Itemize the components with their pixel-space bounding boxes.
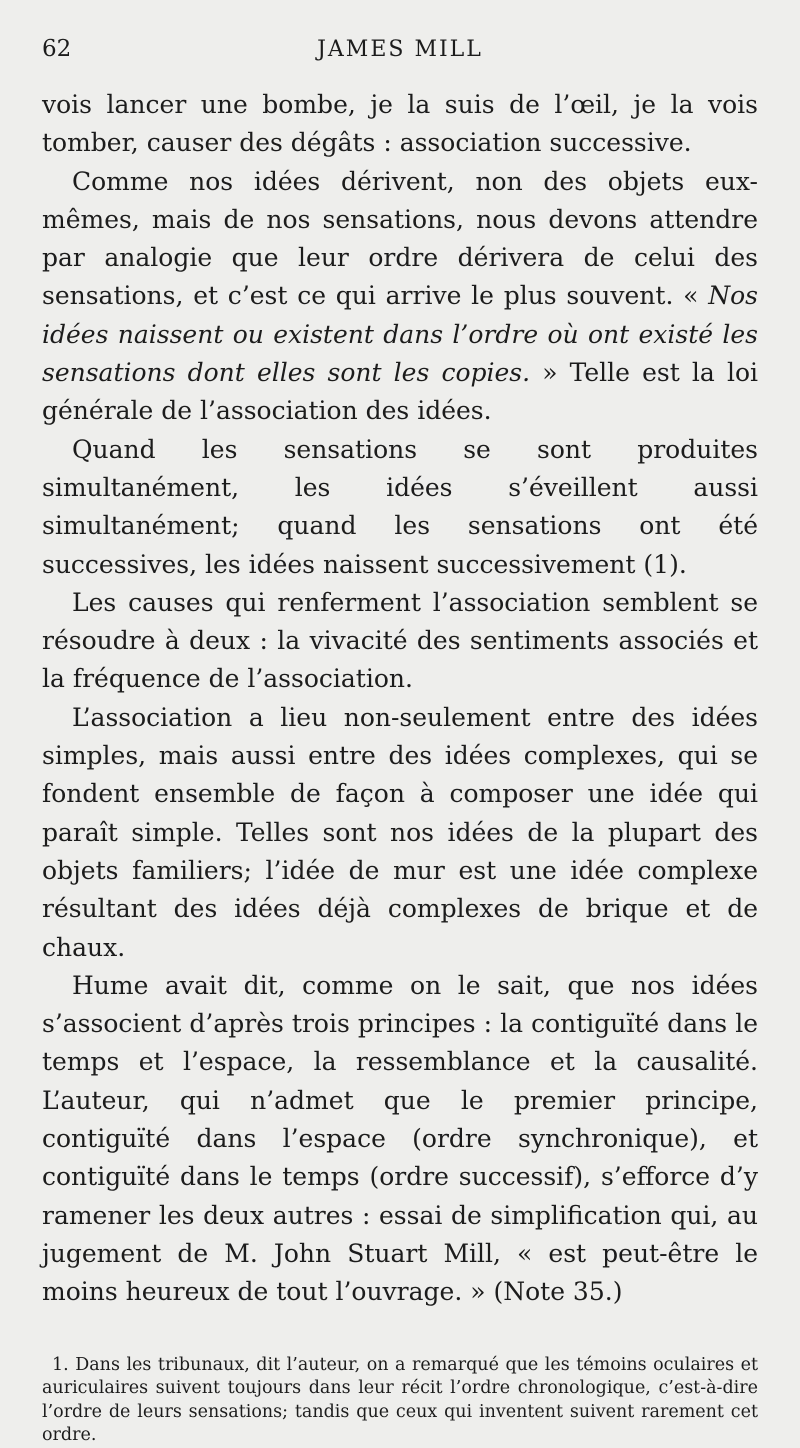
paragraph-1: vois lancer une bombe, je la suis de l’œil, je la vois tomber, causer des dégâts : association successive. [42,90,758,158]
paragraph-3: Quand les sensations se sont produites simultanément, les idées s’éveillent aussi simultanément; quand les sensations ont été successives, les idées naissent successivement (1). [42,434,758,579]
paragraph-2 [42,163,758,431]
footnotes [42,1354,758,1448]
paragraph-2-quote: Nos idées naissent ou existent dans l’ordre où ont existé les sensations dont elles sont les copies. [42,281,758,388]
page-number: 62 [42,36,72,62]
paragraph-5: L’association a lieu non-seulement entre des idées simples, mais aussi entre des idées complexes, qui se fondent ensemble de façon à composer une idée qui paraît simple. Telles sont nos idées de la plupart des objets familiers; l’idée de mur est une idée complexe résultant des idées déjà complexes de brique et de chaux. [42,702,758,962]
running-head: JAMES MILL [317,37,483,62]
paragraph-4: Les causes qui renferment l’association semblent se résoudre à deux : la vivacité des sentiments associés et la fréquence de l’association. [42,587,758,694]
paragraph-6: Hume avait dit, comme on le sait, que nos idées s’associent d’après trois principes : la contiguïté dans le temps et l’espace, la ressemblance et la causalité. L’auteur, qui n’admet que le premier principe, contiguïté dans l’espace (ordre synchronique), et contiguïté dans le temps (ordre successif), s’efforce d’y ramener les deux autres : essai de simplification qui, au jugement de M. John Stuart Mill, « est peut-être le moins heureux de tout l’ouvrage. » (Note 35.) [42,970,758,1307]
body-text [42,86,758,1312]
footnote-1: 1. Dans les tribunaux, dit l’auteur, on a remarqué que les témoins oculaires et auriculaires suivent toujours dans leur récit l’ordre chronologique, c’est-à-dire l’ordre de leurs sensations; tandis que ceux qui inventent suivent rarement cet ordre. [42,1354,758,1445]
page-header [42,36,758,86]
paragraph-2-before: Comme nos idées dérivent, non des objets eux-mêmes, mais de nos sensations, nous devons attendre par analogie que leur ordre dérivera de celui des sensations, et c’est ce qui arrive le plus souvent. « [42,166,758,311]
paragraph-2-after: » Telle est la loi générale de l’association des idées. [42,358,758,426]
